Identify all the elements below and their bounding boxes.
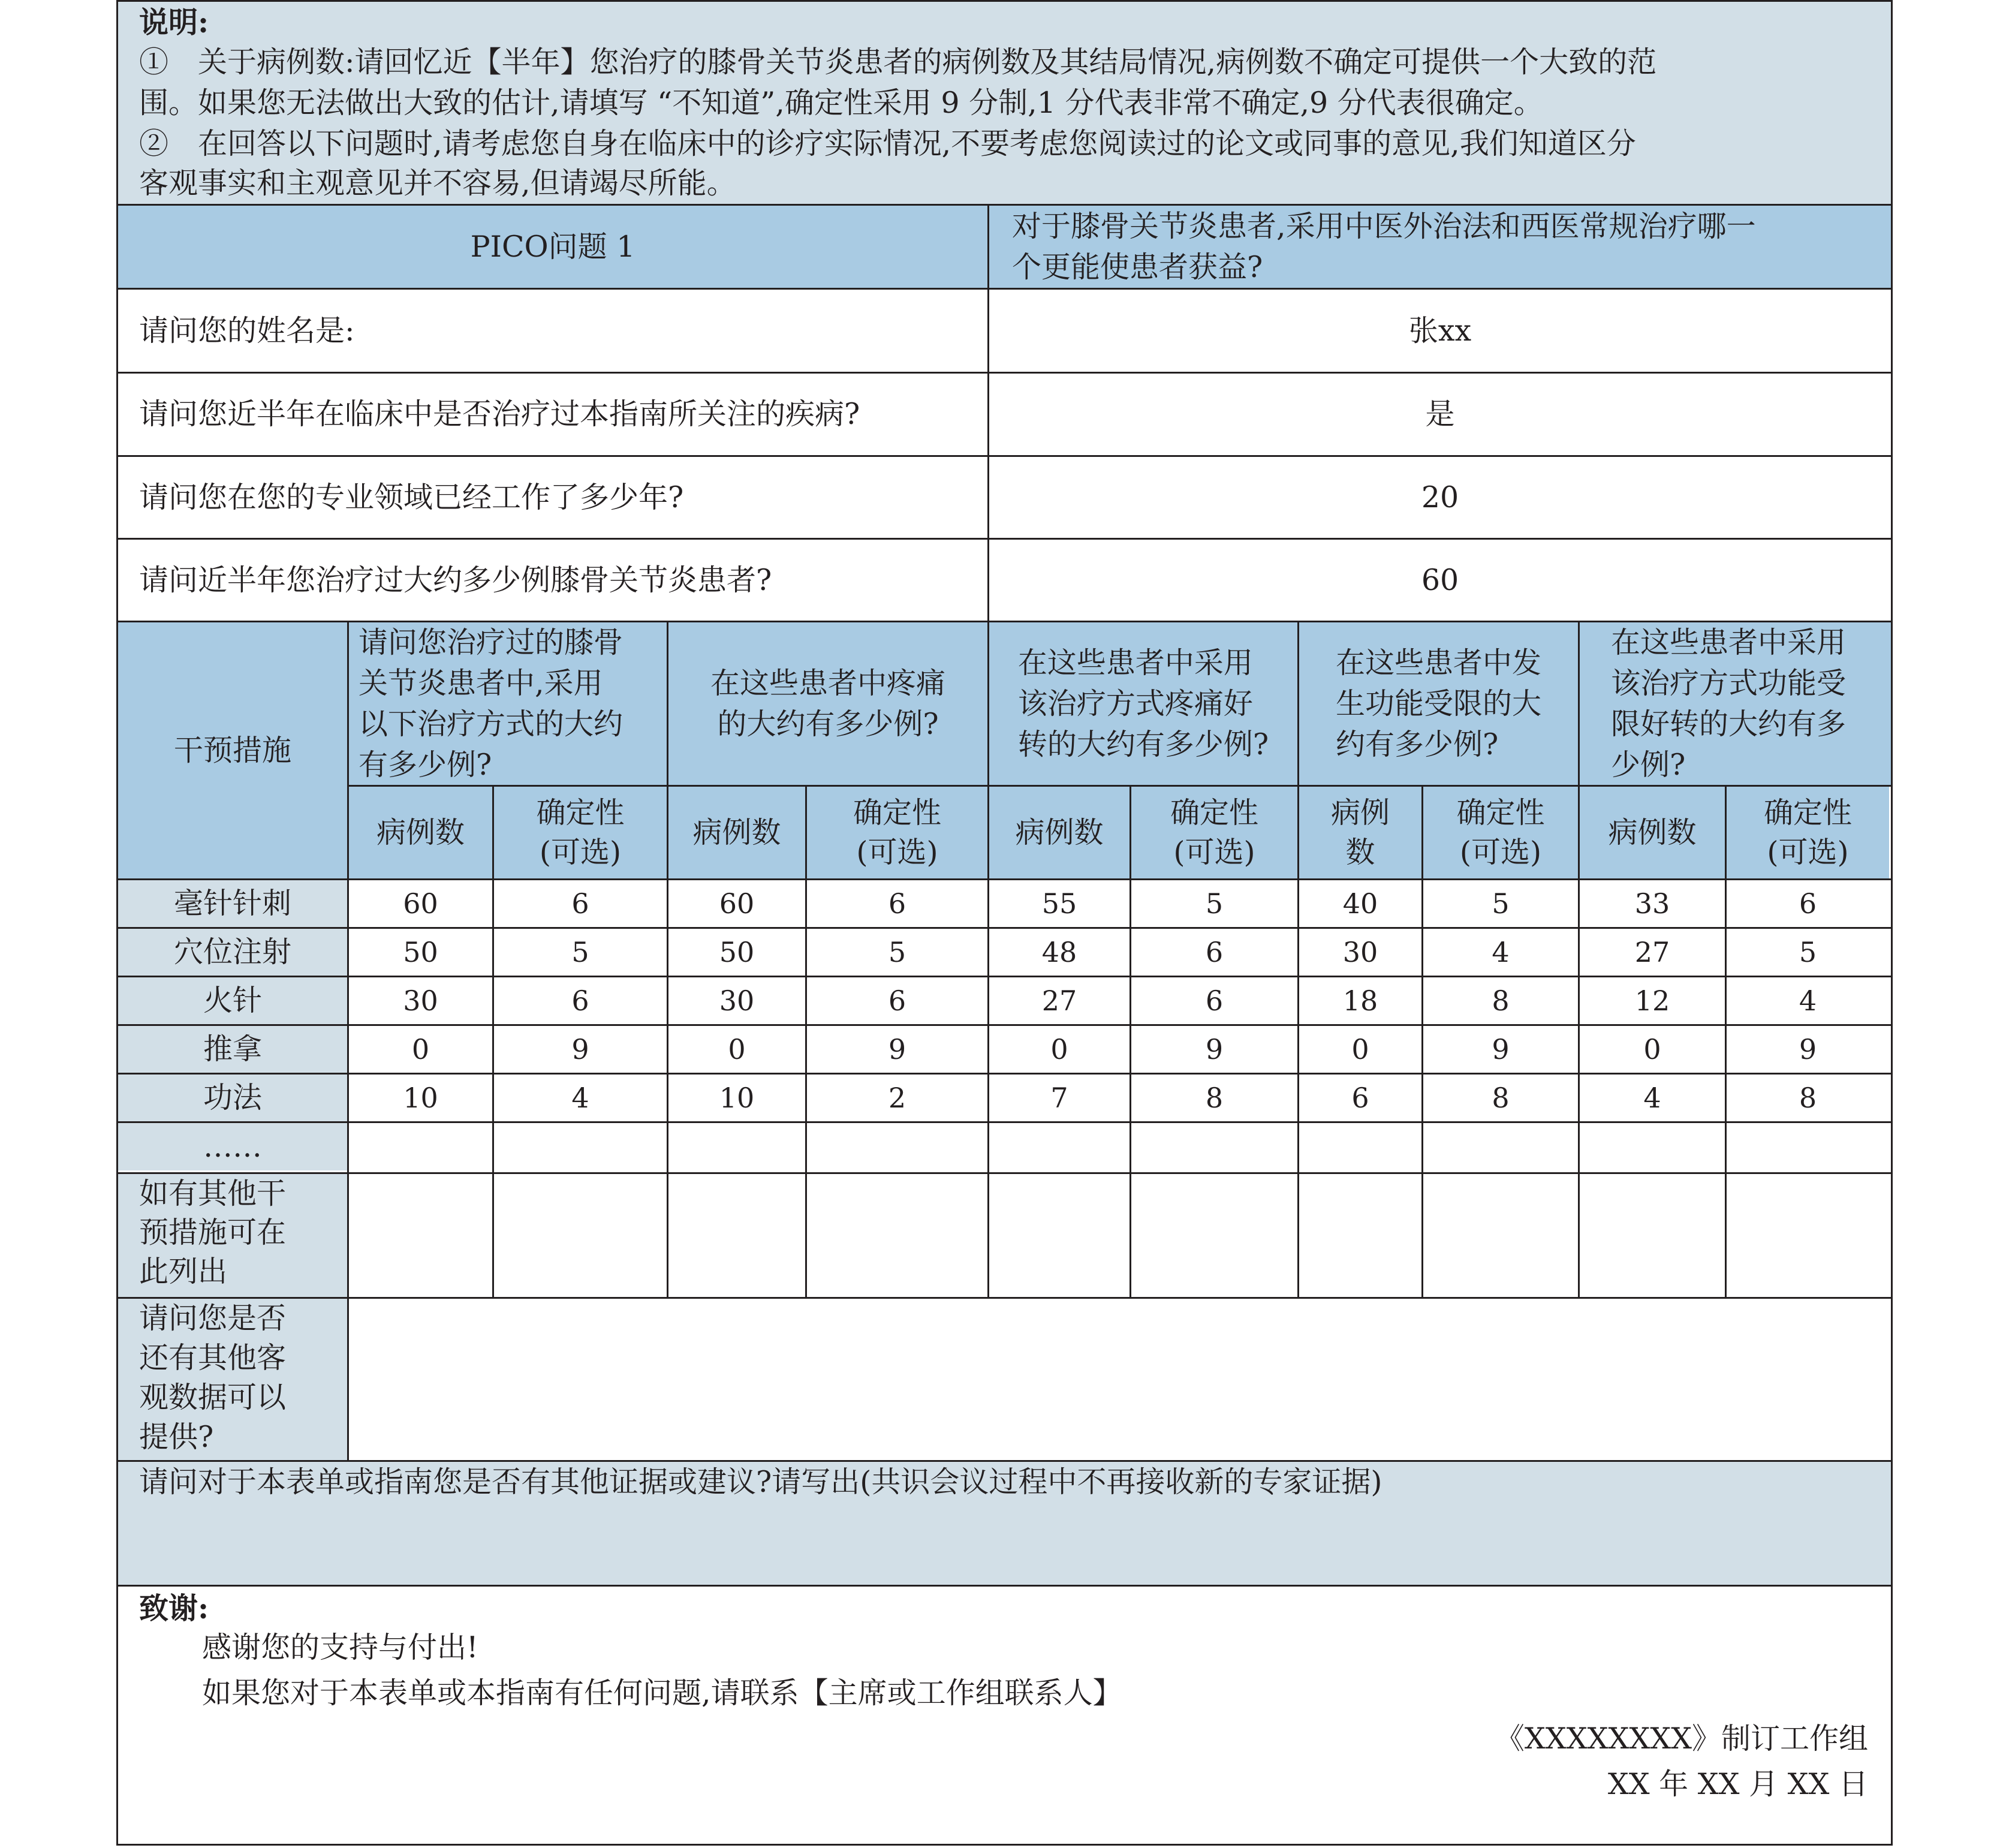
certainty-cell[interactable] xyxy=(1423,1123,1578,1170)
group-header-function-limited: 在这些患者中发 生功能受限的大 约有多少例? xyxy=(1299,622,1578,785)
grid-line xyxy=(347,785,1893,787)
certainty-cell[interactable] xyxy=(494,1123,667,1170)
case-count-cell[interactable] xyxy=(1580,1123,1725,1170)
case-count-cell[interactable] xyxy=(989,1123,1129,1170)
case-count-cell[interactable]: 6 xyxy=(1299,1075,1421,1121)
grid-line xyxy=(116,288,1893,290)
grid-line xyxy=(116,372,1893,374)
sub-header-case-count: 病例数 xyxy=(1580,787,1725,878)
group-header-pain: 在这些患者中疼痛 的大约有多少例? xyxy=(668,622,987,785)
thanks-title: 致谢: xyxy=(139,1591,209,1626)
sub-header-certainty: 确定性 (可选) xyxy=(1727,787,1889,878)
grid-line xyxy=(116,1073,1893,1075)
certainty-cell[interactable]: 5 xyxy=(494,929,667,976)
patients-count-answer[interactable]: 60 xyxy=(989,540,1891,621)
grid-line xyxy=(116,1297,1893,1299)
instructions-item-1-line-1: ① 关于病例数:请回忆近【半年】您治疗的膝骨关节炎患者的病例数及其结局情况,病例数不确定可提供一个大致的范 xyxy=(139,45,1657,79)
grid-line xyxy=(667,621,668,1299)
grid-line xyxy=(116,878,1893,880)
sub-header-case-count: 病例数 xyxy=(668,787,805,878)
case-count-cell[interactable]: 0 xyxy=(668,1026,805,1073)
intervention-name: 功法 xyxy=(118,1075,347,1121)
case-count-cell[interactable]: 55 xyxy=(989,880,1129,927)
other-intervention-cell[interactable] xyxy=(1727,1174,1889,1297)
sub-header-case-count: 病例数 xyxy=(989,787,1129,878)
grid-line xyxy=(116,538,1893,540)
certainty-cell[interactable]: 4 xyxy=(1423,929,1578,976)
case-count-cell[interactable] xyxy=(668,1123,805,1170)
case-count-cell[interactable]: 60 xyxy=(668,880,805,927)
treated-disease-answer[interactable]: 是 xyxy=(989,374,1891,455)
other-intervention-cell[interactable] xyxy=(1580,1174,1725,1297)
certainty-cell[interactable]: 6 xyxy=(1131,929,1297,976)
case-count-cell[interactable]: 40 xyxy=(1299,880,1421,927)
case-count-cell[interactable]: 60 xyxy=(349,880,492,927)
case-count-cell[interactable]: 4 xyxy=(1580,1075,1725,1121)
signature-date: XX 年 XX 月 XX 日 xyxy=(1607,1767,1868,1801)
group-header-pain-improved: 在这些患者中采用 该治疗方式疼痛好 转的大约有多少例? xyxy=(989,622,1297,785)
case-count-cell[interactable]: 33 xyxy=(1580,880,1725,927)
case-count-cell[interactable]: 7 xyxy=(989,1075,1129,1121)
name-answer[interactable]: 张xx xyxy=(989,290,1891,372)
case-count-cell[interactable]: 30 xyxy=(349,977,492,1024)
certainty-cell[interactable]: 5 xyxy=(807,929,987,976)
grid-line xyxy=(347,621,349,1462)
certainty-cell[interactable]: 8 xyxy=(1423,1075,1578,1121)
other-intervention-cell[interactable] xyxy=(494,1174,667,1297)
grid-line xyxy=(1725,785,1727,1299)
certainty-cell[interactable]: 6 xyxy=(1131,977,1297,1024)
certainty-cell[interactable]: 2 xyxy=(807,1075,987,1121)
intervention-name: 毫针针刺 xyxy=(118,880,347,927)
grid-line xyxy=(116,1121,1893,1123)
grid-line xyxy=(116,1172,1893,1174)
grid-line xyxy=(116,1585,1893,1587)
certainty-cell[interactable]: 6 xyxy=(494,977,667,1024)
group-header-treated: 请问您治疗过的膝骨 关节炎患者中,采用 以下治疗方式的大约 有多少例? xyxy=(349,622,667,785)
intervention-name: 推拿 xyxy=(118,1026,347,1073)
grid-line xyxy=(116,927,1893,929)
grid-line xyxy=(116,455,1893,457)
case-count-cell[interactable]: 30 xyxy=(668,977,805,1024)
other-intervention-cell[interactable] xyxy=(989,1174,1129,1297)
case-count-cell[interactable]: 30 xyxy=(1299,929,1421,976)
case-count-cell[interactable]: 0 xyxy=(1299,1026,1421,1073)
other-intervention-cell[interactable] xyxy=(1131,1174,1297,1297)
grid-line xyxy=(987,621,989,1299)
grid-line xyxy=(492,785,494,1299)
thanks-contact-line: 如果您对于本表单或本指南有任何问题,请联系【主席或工作组联系人】 xyxy=(202,1676,1122,1710)
case-count-cell[interactable]: 10 xyxy=(349,1075,492,1121)
sub-header-certainty: 确定性 (可选) xyxy=(1131,787,1297,878)
certainty-cell[interactable]: 8 xyxy=(1131,1075,1297,1121)
grid-line xyxy=(116,1024,1893,1026)
case-count-cell[interactable]: 27 xyxy=(989,977,1129,1024)
case-count-cell[interactable]: 18 xyxy=(1299,977,1421,1024)
name-question: 请问您的姓名是: xyxy=(118,290,987,372)
case-count-cell[interactable]: 0 xyxy=(989,1026,1129,1073)
intervention-header: 干预措施 xyxy=(118,622,347,878)
other-intervention-cell[interactable] xyxy=(1423,1174,1578,1297)
grid-line xyxy=(1297,621,1299,1299)
case-count-cell[interactable]: 0 xyxy=(349,1026,492,1073)
certainty-cell[interactable] xyxy=(807,1123,987,1170)
instructions-item-2-line-2: 客观事实和主观意见并不容易,但请竭尽所能。 xyxy=(139,166,736,200)
pico-question: 对于膝骨关节炎患者,采用中医外治法和西医常规治疗哪一 个更能使患者获益? xyxy=(989,206,1891,288)
objective-data-label: 请问您是否 还有其他客 观数据可以 提供? xyxy=(118,1299,347,1460)
certainty-cell[interactable]: 8 xyxy=(1727,1075,1889,1121)
certainty-cell[interactable]: 5 xyxy=(1131,880,1297,927)
sub-header-certainty: 确定性 (可选) xyxy=(1423,787,1578,878)
case-count-cell[interactable]: 27 xyxy=(1580,929,1725,976)
other-intervention-cell[interactable] xyxy=(668,1174,805,1297)
grid-line xyxy=(1421,785,1423,1299)
certainty-cell[interactable]: 6 xyxy=(807,880,987,927)
case-count-cell[interactable]: 0 xyxy=(1580,1026,1725,1073)
certainty-cell[interactable]: 9 xyxy=(1131,1026,1297,1073)
certainty-cell[interactable]: 8 xyxy=(1423,977,1578,1024)
suggestion-prompt: 请问对于本表单或指南您是否有其他证据或建议?请写出(共识会议过程中不再接收新的专家证据) xyxy=(118,1462,1891,1585)
case-count-cell[interactable]: 12 xyxy=(1580,977,1725,1024)
grid-line xyxy=(116,1460,1893,1462)
pico-label: PICO问题 1 xyxy=(118,206,987,288)
grid-line xyxy=(987,204,989,622)
sub-header-case-count: 病例数 xyxy=(349,787,492,878)
certainty-cell[interactable]: 6 xyxy=(1727,880,1889,927)
grid-line xyxy=(116,621,1893,622)
sub-header-certainty: 确定性 (可选) xyxy=(494,787,667,878)
patients-count-question: 请问近半年您治疗过大约多少例膝骨关节炎患者? xyxy=(118,540,987,621)
treated-disease-question: 请问您近半年在临床中是否治疗过本指南所关注的疾病? xyxy=(118,374,987,455)
certainty-cell[interactable]: 5 xyxy=(1423,880,1578,927)
certainty-cell[interactable]: 4 xyxy=(1727,977,1889,1024)
intervention-name: 火针 xyxy=(118,977,347,1024)
grid-line xyxy=(1578,621,1580,1299)
other-intervention-cell[interactable] xyxy=(1299,1174,1421,1297)
sub-header-case-count: 病例 数 xyxy=(1299,787,1421,878)
grid-line xyxy=(805,785,807,1299)
grid-line xyxy=(116,204,1893,206)
certainty-cell[interactable]: 5 xyxy=(1727,929,1889,976)
case-count-cell[interactable]: 10 xyxy=(668,1075,805,1121)
certainty-cell[interactable]: 6 xyxy=(494,880,667,927)
instructions-title: 说明: xyxy=(139,5,209,40)
case-count-cell[interactable]: 48 xyxy=(989,929,1129,976)
intervention-name: 穴位注射 xyxy=(118,929,347,976)
certainty-cell[interactable]: 9 xyxy=(494,1026,667,1073)
case-count-cell[interactable] xyxy=(349,1123,492,1170)
work-years-question: 请问您在您的专业领域已经工作了多少年? xyxy=(118,457,987,538)
certainty-cell[interactable]: 9 xyxy=(807,1026,987,1073)
certainty-cell[interactable]: 4 xyxy=(494,1075,667,1121)
instructions-item-2-line-1: ② 在回答以下问题时,请考虑您自身在临床中的诊疗实际情况,不要考虑您阅读过的论文或同事的意见,我们知道区分 xyxy=(139,127,1636,161)
grid-line xyxy=(116,976,1893,977)
certainty-cell[interactable]: 9 xyxy=(1727,1026,1889,1073)
certainty-cell[interactable] xyxy=(1727,1123,1889,1170)
sub-header-certainty: 确定性 (可选) xyxy=(807,787,987,878)
case-count-cell[interactable]: 50 xyxy=(349,929,492,976)
other-interventions-label: 如有其他干 预措施可在 此列出 xyxy=(118,1174,347,1297)
objective-data-field[interactable] xyxy=(349,1299,1891,1460)
case-count-cell[interactable]: 50 xyxy=(668,929,805,976)
certainty-cell[interactable] xyxy=(1131,1123,1297,1170)
group-header-function-improved: 在这些患者中采用 该治疗方式功能受 限好转的大约有多 少例? xyxy=(1580,622,1891,785)
work-years-answer[interactable]: 20 xyxy=(989,457,1891,538)
working-group-name: 《XXXXXXXX》制订工作组 xyxy=(1495,1721,1868,1756)
instructions-item-1-line-2: 围。如果您无法做出大致的估计,请填写 “不知道”,确定性采用 9 分制,1 分代表非常不确定,9 分代表很确定。 xyxy=(139,86,1543,120)
other-intervention-cell[interactable] xyxy=(349,1174,492,1297)
certainty-cell[interactable]: 9 xyxy=(1423,1026,1578,1073)
thanks-line-1: 感谢您的支持与付出! xyxy=(202,1630,478,1665)
case-count-cell[interactable] xyxy=(1299,1123,1421,1170)
certainty-cell[interactable]: 6 xyxy=(807,977,987,1024)
other-intervention-cell[interactable] xyxy=(807,1174,987,1297)
grid-line xyxy=(1129,785,1131,1299)
intervention-name: …… xyxy=(118,1123,347,1170)
